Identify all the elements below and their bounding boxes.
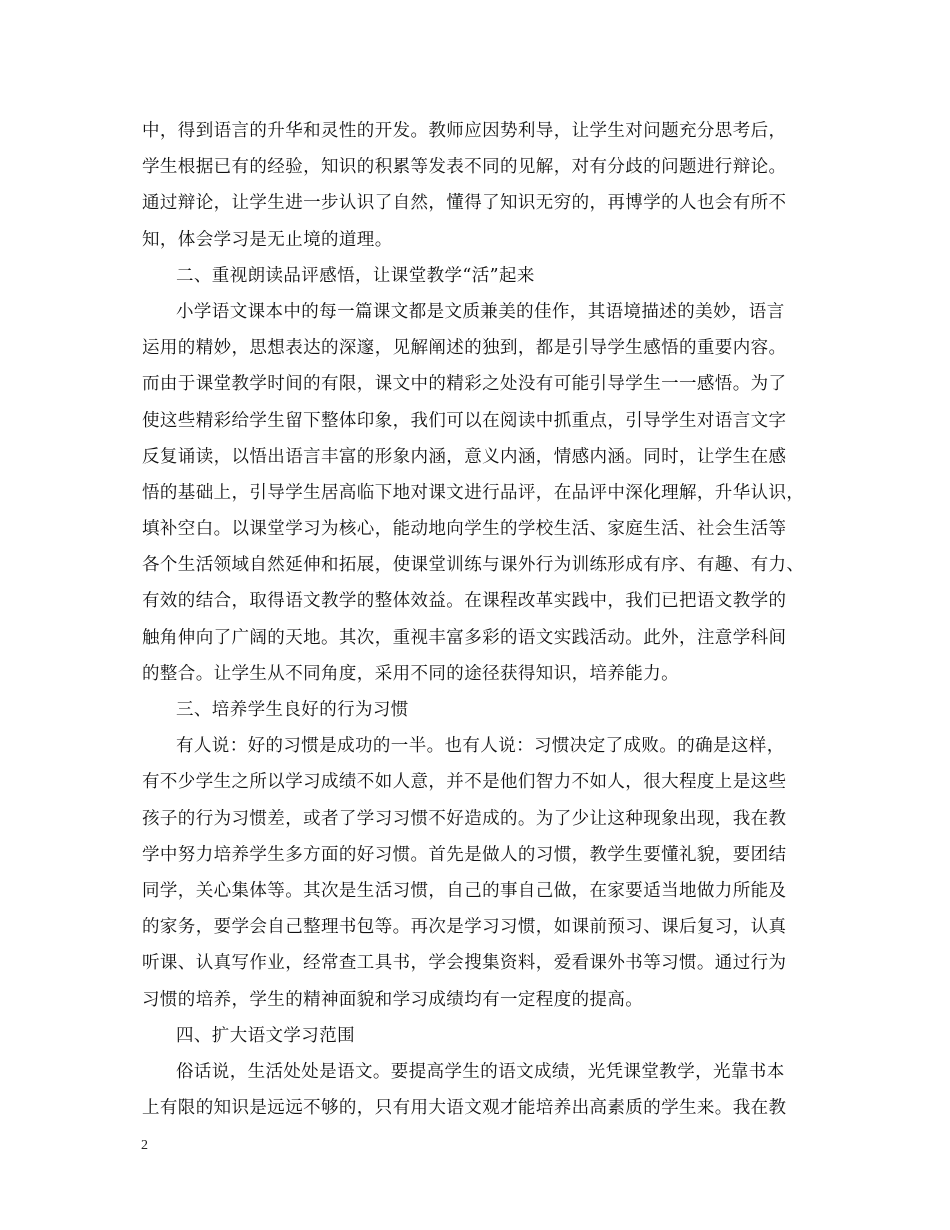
- page-number: 2: [141, 1138, 148, 1153]
- text-line: 学生根据已有的经验，知识的积累等发表不同的见解，对有分歧的问题进行辩论。: [142, 157, 787, 178]
- body-text: [142, 113, 832, 1126]
- text-line: 的整合。让学生从不同角度，采用不同的途径获得知识，培养能力。: [142, 663, 679, 684]
- text-line: 填补空白。以课堂学习为核心，能动地向学生的学校生活、家庭生活、社会生活等: [142, 519, 787, 540]
- text-line: 听课、认真写作业，经常查工具书，学会搜集资料，爱看课外书等习惯。通过行为: [142, 953, 787, 974]
- text-line: 的家务，要学会自己整理书包等。再次是学习习惯，如课前预习、课后复习，认真: [142, 917, 787, 938]
- text-line: 触角伸向了广阔的天地。其次，重视丰富多彩的语文实践活动。此外，注意学科间: [142, 627, 787, 648]
- text-line: 小学语文课本中的每一篇课文都是文质兼美的佳作，其语境描述的美妙，语言: [176, 301, 785, 322]
- text-line: 同学，关心集体等。其次是生活习惯，自己的事自己做，在家要适当地做力所能及: [142, 880, 787, 901]
- text-line: 中，得到语言的升华和灵性的开发。教师应因势利导，让学生对问题充分思考后，: [142, 121, 787, 141]
- text-line: 三、培养学生良好的行为习惯: [176, 700, 409, 720]
- text-line: 俗话说，生活处处是语文。要提高学生的语文成绩，光凭课堂教学，光靠书本: [176, 1061, 785, 1082]
- text-line: 知，体会学习是无止境的道理。: [142, 229, 393, 250]
- text-line: 反复诵读，以悟出语言丰富的形象内涵，意义内涵，情感内涵。同时，让学生在感: [142, 446, 787, 467]
- text-line: 四、扩大语文学习范围: [176, 1025, 355, 1046]
- text-line: 通过辩论，让学生进一步认识了自然，懂得了知识无穷的，再博学的人也会有所不: [142, 193, 787, 214]
- text-line: 有不少学生之所以学习成绩不如人意，并不是他们智力不如人，很大程度上是这些: [142, 772, 787, 793]
- text-line: 有人说：好的习惯是成功的一半。也有人说：习惯决定了成败。的确是这样，: [176, 736, 785, 757]
- text-line: 二、重视朗读品评感悟，让课堂教学“活”起来: [176, 265, 535, 286]
- text-line: 孩子的行为习惯差，或者了学习习惯不好造成的。为了少让这种现象出现，我在教: [142, 808, 787, 829]
- text-line: 悟的基础上，引导学生居高临下地对课文进行品评，在品评中深化理解，升华认识，: [142, 482, 805, 503]
- text-line: 使这些精彩给学生留下整体印象，我们可以在阅读中抓重点，引导学生对语言文字: [142, 410, 787, 431]
- text-line: 习惯的培养，学生的精神面貌和学习成绩均有一定程度的提高。: [142, 989, 644, 1010]
- text-line: 学中努力培养学生多方面的好习惯。首先是做人的习惯，教学生要懂礼貌，要团结: [142, 844, 787, 865]
- text-line: 上有限的知识是远远不够的，只有用大语文观才能培养出高素质的学生来。我在教: [142, 1098, 787, 1119]
- text-line: 各个生活领域自然延伸和拓展，使课堂训练与课外行为训练形成有序、有趣、有力、: [142, 555, 805, 576]
- text-line: 而由于课堂教学时间的有限，课文中的精彩之处没有可能引导学生一一感悟。为了: [142, 374, 787, 395]
- text-line: 有效的结合，取得语文教学的整体效益。在课程改革实践中，我们已把语文教学的: [142, 591, 787, 612]
- text-line: 运用的精妙，思想表达的深邃，见解阐述的独到，都是引导学生感悟的重要内容。: [142, 338, 787, 359]
